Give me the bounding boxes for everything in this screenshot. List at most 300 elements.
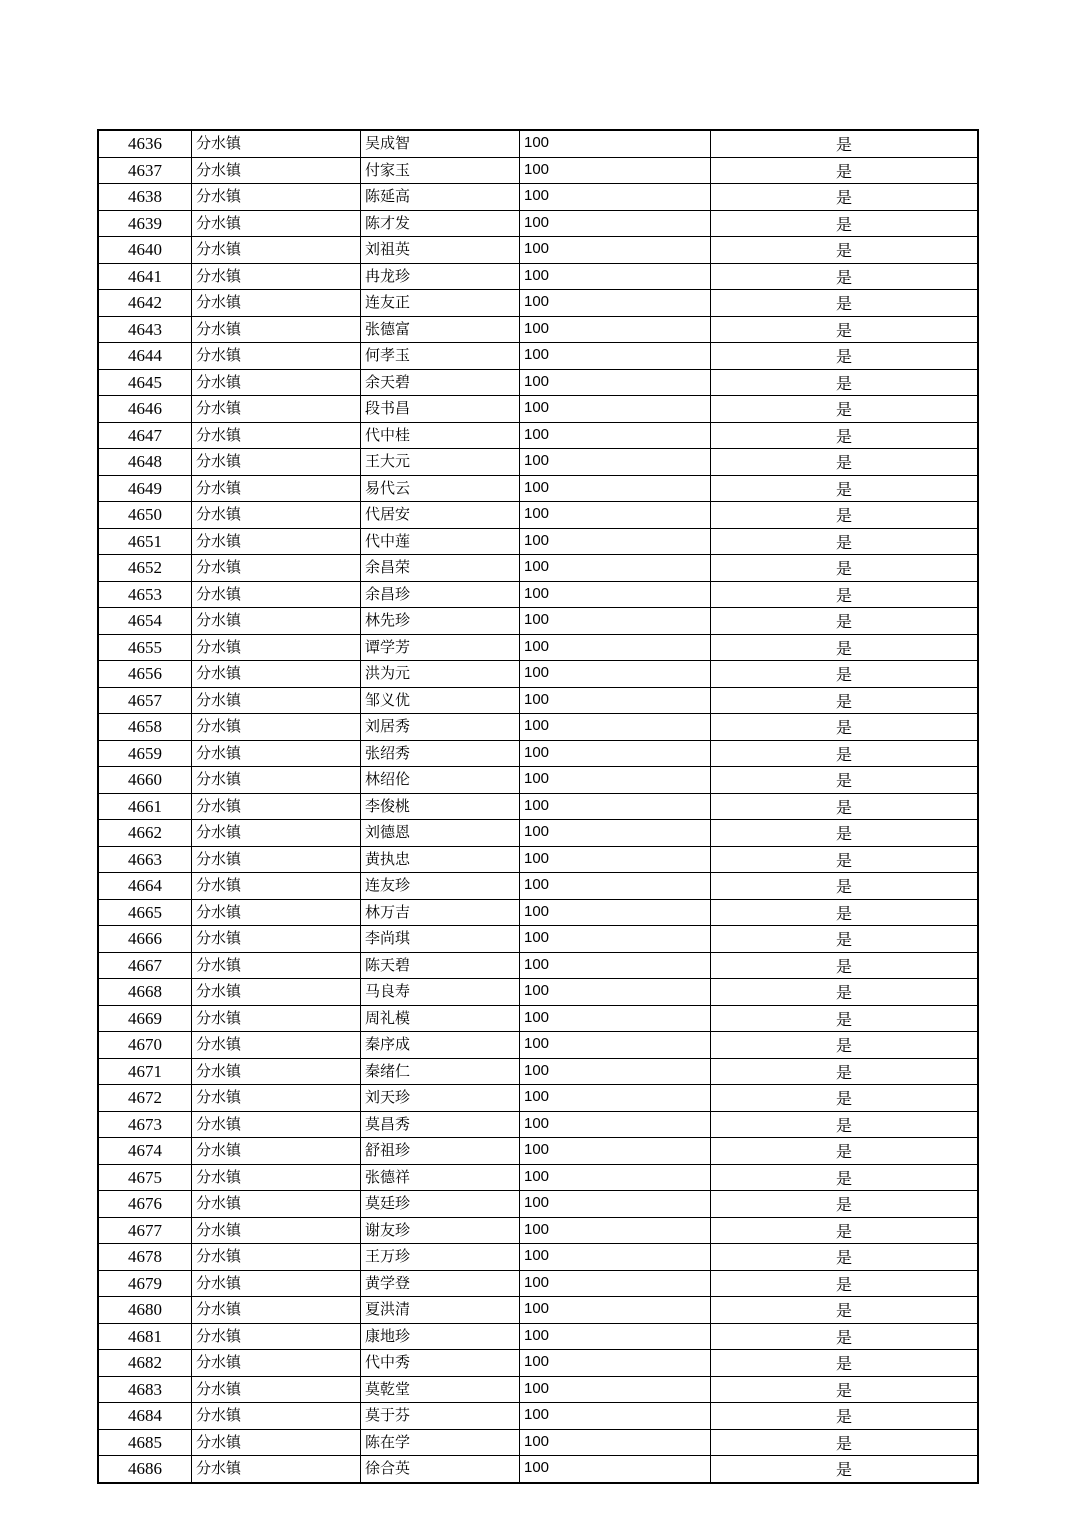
table-row <box>98 1058 978 1085</box>
row-flag-cell: 是 <box>711 1350 979 1377</box>
row-flag-cell: 是 <box>711 1297 979 1324</box>
row-amount-cell: 100 <box>520 1085 711 1112</box>
row-flag-cell: 是 <box>711 687 979 714</box>
row-flag-cell: 是 <box>711 979 979 1006</box>
row-flag-cell: 是 <box>711 396 979 423</box>
table-row <box>98 1032 978 1059</box>
row-amount-cell: 100 <box>520 820 711 847</box>
row-town-cell: 分水镇 <box>192 1058 361 1085</box>
row-flag-cell: 是 <box>711 1085 979 1112</box>
row-name-cell: 代居安 <box>361 502 520 529</box>
row-amount-cell: 100 <box>520 1297 711 1324</box>
row-town-cell: 分水镇 <box>192 873 361 900</box>
row-town-cell: 分水镇 <box>192 740 361 767</box>
row-flag-cell: 是 <box>711 130 979 157</box>
row-town-cell: 分水镇 <box>192 634 361 661</box>
table-row <box>98 1085 978 1112</box>
row-name-cell: 黄执忠 <box>361 846 520 873</box>
row-flag-cell: 是 <box>711 714 979 741</box>
row-flag-cell: 是 <box>711 1191 979 1218</box>
row-town-cell: 分水镇 <box>192 396 361 423</box>
table-row <box>98 687 978 714</box>
row-flag-cell: 是 <box>711 1032 979 1059</box>
table-row <box>98 290 978 317</box>
row-name-cell: 余昌珍 <box>361 581 520 608</box>
row-flag-cell: 是 <box>711 210 979 237</box>
row-amount-cell: 100 <box>520 396 711 423</box>
row-flag-cell: 是 <box>711 820 979 847</box>
row-town-cell: 分水镇 <box>192 926 361 953</box>
row-flag-cell: 是 <box>711 1456 979 1483</box>
row-amount-cell: 100 <box>520 687 711 714</box>
table-row <box>98 263 978 290</box>
row-name-cell: 连友珍 <box>361 873 520 900</box>
row-flag-cell: 是 <box>711 502 979 529</box>
row-amount-cell: 100 <box>520 1403 711 1430</box>
row-name-cell: 莫于芬 <box>361 1403 520 1430</box>
row-name-cell: 秦序成 <box>361 1032 520 1059</box>
row-flag-cell: 是 <box>711 1270 979 1297</box>
table-row <box>98 1191 978 1218</box>
row-name-cell: 吴成智 <box>361 130 520 157</box>
row-flag-cell: 是 <box>711 369 979 396</box>
row-town-cell: 分水镇 <box>192 449 361 476</box>
row-name-cell: 邹义优 <box>361 687 520 714</box>
row-town-cell: 分水镇 <box>192 263 361 290</box>
table-body <box>98 130 978 1483</box>
row-town-cell: 分水镇 <box>192 1297 361 1324</box>
row-id-cell: 4644 <box>98 343 192 370</box>
row-id-cell: 4642 <box>98 290 192 317</box>
row-flag-cell: 是 <box>711 184 979 211</box>
row-flag-cell: 是 <box>711 634 979 661</box>
row-amount-cell: 100 <box>520 1111 711 1138</box>
row-name-cell: 刘德恩 <box>361 820 520 847</box>
row-name-cell: 陈才发 <box>361 210 520 237</box>
row-flag-cell: 是 <box>711 846 979 873</box>
row-name-cell: 付家玉 <box>361 157 520 184</box>
row-town-cell: 分水镇 <box>192 237 361 264</box>
row-id-cell: 4669 <box>98 1005 192 1032</box>
row-amount-cell: 100 <box>520 290 711 317</box>
row-amount-cell: 100 <box>520 157 711 184</box>
row-town-cell: 分水镇 <box>192 661 361 688</box>
row-id-cell: 4666 <box>98 926 192 953</box>
row-flag-cell: 是 <box>711 740 979 767</box>
row-name-cell: 马良寿 <box>361 979 520 1006</box>
row-town-cell: 分水镇 <box>192 210 361 237</box>
row-town-cell: 分水镇 <box>192 1191 361 1218</box>
table-row <box>98 899 978 926</box>
row-id-cell: 4643 <box>98 316 192 343</box>
table-row <box>98 502 978 529</box>
row-id-cell: 4640 <box>98 237 192 264</box>
row-town-cell: 分水镇 <box>192 1350 361 1377</box>
row-name-cell: 王大元 <box>361 449 520 476</box>
row-flag-cell: 是 <box>711 1058 979 1085</box>
table-row <box>98 422 978 449</box>
row-amount-cell: 100 <box>520 1429 711 1456</box>
row-amount-cell: 100 <box>520 899 711 926</box>
row-name-cell: 秦绪仁 <box>361 1058 520 1085</box>
row-id-cell: 4646 <box>98 396 192 423</box>
row-amount-cell: 100 <box>520 528 711 555</box>
row-id-cell: 4661 <box>98 793 192 820</box>
row-name-cell: 冉龙珍 <box>361 263 520 290</box>
row-id-cell: 4641 <box>98 263 192 290</box>
table-row <box>98 846 978 873</box>
row-name-cell: 黄学登 <box>361 1270 520 1297</box>
table-row <box>98 1005 978 1032</box>
table-row <box>98 1111 978 1138</box>
row-amount-cell: 100 <box>520 343 711 370</box>
row-town-cell: 分水镇 <box>192 184 361 211</box>
row-town-cell: 分水镇 <box>192 952 361 979</box>
row-town-cell: 分水镇 <box>192 846 361 873</box>
row-id-cell: 4658 <box>98 714 192 741</box>
row-amount-cell: 100 <box>520 1032 711 1059</box>
table-row <box>98 740 978 767</box>
row-name-cell: 余天碧 <box>361 369 520 396</box>
row-flag-cell: 是 <box>711 237 979 264</box>
table-row <box>98 316 978 343</box>
row-flag-cell: 是 <box>711 1403 979 1430</box>
row-town-cell: 分水镇 <box>192 899 361 926</box>
table-row <box>98 1323 978 1350</box>
table-row <box>98 714 978 741</box>
row-id-cell: 4648 <box>98 449 192 476</box>
row-town-cell: 分水镇 <box>192 502 361 529</box>
row-flag-cell: 是 <box>711 1111 979 1138</box>
row-name-cell: 代中秀 <box>361 1350 520 1377</box>
row-name-cell: 莫廷珍 <box>361 1191 520 1218</box>
row-name-cell: 徐合英 <box>361 1456 520 1483</box>
row-id-cell: 4673 <box>98 1111 192 1138</box>
row-id-cell: 4647 <box>98 422 192 449</box>
row-flag-cell: 是 <box>711 1138 979 1165</box>
row-flag-cell: 是 <box>711 793 979 820</box>
table-row <box>98 581 978 608</box>
table-row <box>98 1429 978 1456</box>
row-name-cell: 周礼模 <box>361 1005 520 1032</box>
table-row <box>98 873 978 900</box>
row-amount-cell: 100 <box>520 740 711 767</box>
row-name-cell: 谭学芳 <box>361 634 520 661</box>
row-town-cell: 分水镇 <box>192 714 361 741</box>
row-id-cell: 4667 <box>98 952 192 979</box>
row-id-cell: 4668 <box>98 979 192 1006</box>
row-amount-cell: 100 <box>520 184 711 211</box>
row-name-cell: 洪为元 <box>361 661 520 688</box>
table-row <box>98 1403 978 1430</box>
row-amount-cell: 100 <box>520 237 711 264</box>
row-flag-cell: 是 <box>711 661 979 688</box>
row-amount-cell: 100 <box>520 661 711 688</box>
row-town-cell: 分水镇 <box>192 1032 361 1059</box>
row-flag-cell: 是 <box>711 290 979 317</box>
row-flag-cell: 是 <box>711 1244 979 1271</box>
row-town-cell: 分水镇 <box>192 1429 361 1456</box>
row-amount-cell: 100 <box>520 1138 711 1165</box>
row-id-cell: 4656 <box>98 661 192 688</box>
row-id-cell: 4671 <box>98 1058 192 1085</box>
row-amount-cell: 100 <box>520 846 711 873</box>
row-id-cell: 4686 <box>98 1456 192 1483</box>
table-row <box>98 343 978 370</box>
row-id-cell: 4652 <box>98 555 192 582</box>
row-amount-cell: 100 <box>520 422 711 449</box>
row-id-cell: 4636 <box>98 130 192 157</box>
row-name-cell: 刘祖英 <box>361 237 520 264</box>
row-id-cell: 4655 <box>98 634 192 661</box>
row-id-cell: 4664 <box>98 873 192 900</box>
table-row <box>98 130 978 157</box>
row-id-cell: 4670 <box>98 1032 192 1059</box>
row-flag-cell: 是 <box>711 263 979 290</box>
table-row <box>98 608 978 635</box>
row-id-cell: 4665 <box>98 899 192 926</box>
row-amount-cell: 100 <box>520 1376 711 1403</box>
row-amount-cell: 100 <box>520 263 711 290</box>
row-id-cell: 4639 <box>98 210 192 237</box>
row-name-cell: 陈在学 <box>361 1429 520 1456</box>
row-name-cell: 夏洪清 <box>361 1297 520 1324</box>
row-town-cell: 分水镇 <box>192 979 361 1006</box>
row-id-cell: 4649 <box>98 475 192 502</box>
row-amount-cell: 100 <box>520 1217 711 1244</box>
row-town-cell: 分水镇 <box>192 1323 361 1350</box>
row-amount-cell: 100 <box>520 1191 711 1218</box>
row-id-cell: 4681 <box>98 1323 192 1350</box>
table-row <box>98 1138 978 1165</box>
table-row <box>98 1217 978 1244</box>
row-town-cell: 分水镇 <box>192 1403 361 1430</box>
table-row <box>98 1164 978 1191</box>
row-id-cell: 4682 <box>98 1350 192 1377</box>
row-flag-cell: 是 <box>711 1429 979 1456</box>
row-amount-cell: 100 <box>520 979 711 1006</box>
row-name-cell: 莫乾堂 <box>361 1376 520 1403</box>
table-row <box>98 634 978 661</box>
row-name-cell: 张德富 <box>361 316 520 343</box>
row-amount-cell: 100 <box>520 714 711 741</box>
row-amount-cell: 100 <box>520 608 711 635</box>
row-name-cell: 易代云 <box>361 475 520 502</box>
row-amount-cell: 100 <box>520 1323 711 1350</box>
row-town-cell: 分水镇 <box>192 1376 361 1403</box>
row-id-cell: 4657 <box>98 687 192 714</box>
row-flag-cell: 是 <box>711 1376 979 1403</box>
row-amount-cell: 100 <box>520 316 711 343</box>
row-flag-cell: 是 <box>711 555 979 582</box>
table-row <box>98 926 978 953</box>
row-name-cell: 刘居秀 <box>361 714 520 741</box>
row-flag-cell: 是 <box>711 581 979 608</box>
row-name-cell: 连友正 <box>361 290 520 317</box>
row-id-cell: 4663 <box>98 846 192 873</box>
row-id-cell: 4651 <box>98 528 192 555</box>
row-amount-cell: 100 <box>520 555 711 582</box>
row-amount-cell: 100 <box>520 1244 711 1271</box>
row-town-cell: 分水镇 <box>192 793 361 820</box>
row-flag-cell: 是 <box>711 157 979 184</box>
row-amount-cell: 100 <box>520 767 711 794</box>
table-row <box>98 979 978 1006</box>
row-amount-cell: 100 <box>520 1005 711 1032</box>
row-id-cell: 4683 <box>98 1376 192 1403</box>
row-town-cell: 分水镇 <box>192 1111 361 1138</box>
row-name-cell: 刘天珍 <box>361 1085 520 1112</box>
row-amount-cell: 100 <box>520 449 711 476</box>
row-id-cell: 4654 <box>98 608 192 635</box>
row-flag-cell: 是 <box>711 528 979 555</box>
row-id-cell: 4679 <box>98 1270 192 1297</box>
row-town-cell: 分水镇 <box>192 1005 361 1032</box>
row-town-cell: 分水镇 <box>192 290 361 317</box>
row-id-cell: 4685 <box>98 1429 192 1456</box>
row-id-cell: 4674 <box>98 1138 192 1165</box>
row-id-cell: 4675 <box>98 1164 192 1191</box>
table-row <box>98 184 978 211</box>
row-flag-cell: 是 <box>711 422 979 449</box>
row-id-cell: 4678 <box>98 1244 192 1271</box>
table-row <box>98 1376 978 1403</box>
row-name-cell: 张德祥 <box>361 1164 520 1191</box>
row-town-cell: 分水镇 <box>192 1138 361 1165</box>
row-flag-cell: 是 <box>711 767 979 794</box>
row-amount-cell: 100 <box>520 581 711 608</box>
row-name-cell: 谢友珍 <box>361 1217 520 1244</box>
row-flag-cell: 是 <box>711 343 979 370</box>
row-town-cell: 分水镇 <box>192 1456 361 1483</box>
row-amount-cell: 100 <box>520 369 711 396</box>
row-amount-cell: 100 <box>520 210 711 237</box>
row-flag-cell: 是 <box>711 1323 979 1350</box>
row-amount-cell: 100 <box>520 1164 711 1191</box>
table-row <box>98 210 978 237</box>
row-flag-cell: 是 <box>711 1217 979 1244</box>
table-row <box>98 157 978 184</box>
table-row <box>98 767 978 794</box>
table-row <box>98 1270 978 1297</box>
row-name-cell: 代中莲 <box>361 528 520 555</box>
row-town-cell: 分水镇 <box>192 528 361 555</box>
row-name-cell: 王万珍 <box>361 1244 520 1271</box>
row-town-cell: 分水镇 <box>192 369 361 396</box>
row-name-cell: 余昌荣 <box>361 555 520 582</box>
row-id-cell: 4645 <box>98 369 192 396</box>
row-id-cell: 4638 <box>98 184 192 211</box>
row-amount-cell: 100 <box>520 634 711 661</box>
row-id-cell: 4659 <box>98 740 192 767</box>
row-name-cell: 陈延高 <box>361 184 520 211</box>
row-town-cell: 分水镇 <box>192 1217 361 1244</box>
row-id-cell: 4676 <box>98 1191 192 1218</box>
row-id-cell: 4680 <box>98 1297 192 1324</box>
table-row <box>98 449 978 476</box>
row-name-cell: 舒祖珍 <box>361 1138 520 1165</box>
row-town-cell: 分水镇 <box>192 157 361 184</box>
row-flag-cell: 是 <box>711 926 979 953</box>
row-amount-cell: 100 <box>520 1456 711 1483</box>
row-id-cell: 4637 <box>98 157 192 184</box>
row-amount-cell: 100 <box>520 1058 711 1085</box>
row-town-cell: 分水镇 <box>192 581 361 608</box>
row-id-cell: 4653 <box>98 581 192 608</box>
row-flag-cell: 是 <box>711 899 979 926</box>
row-amount-cell: 100 <box>520 926 711 953</box>
row-name-cell: 林绍伦 <box>361 767 520 794</box>
data-table <box>97 129 979 1484</box>
row-town-cell: 分水镇 <box>192 1164 361 1191</box>
row-amount-cell: 100 <box>520 1350 711 1377</box>
row-name-cell: 李俊桃 <box>361 793 520 820</box>
table-row <box>98 661 978 688</box>
row-town-cell: 分水镇 <box>192 316 361 343</box>
row-id-cell: 4662 <box>98 820 192 847</box>
row-id-cell: 4660 <box>98 767 192 794</box>
row-id-cell: 4650 <box>98 502 192 529</box>
row-amount-cell: 100 <box>520 793 711 820</box>
row-flag-cell: 是 <box>711 475 979 502</box>
row-town-cell: 分水镇 <box>192 820 361 847</box>
row-name-cell: 段书昌 <box>361 396 520 423</box>
row-name-cell: 莫昌秀 <box>361 1111 520 1138</box>
row-name-cell: 李尚琪 <box>361 926 520 953</box>
row-name-cell: 张绍秀 <box>361 740 520 767</box>
row-town-cell: 分水镇 <box>192 687 361 714</box>
row-flag-cell: 是 <box>711 873 979 900</box>
row-amount-cell: 100 <box>520 952 711 979</box>
row-flag-cell: 是 <box>711 316 979 343</box>
row-amount-cell: 100 <box>520 873 711 900</box>
row-name-cell: 林万吉 <box>361 899 520 926</box>
row-town-cell: 分水镇 <box>192 1085 361 1112</box>
row-flag-cell: 是 <box>711 1164 979 1191</box>
table-row <box>98 1244 978 1271</box>
table-row <box>98 237 978 264</box>
row-town-cell: 分水镇 <box>192 767 361 794</box>
row-id-cell: 4672 <box>98 1085 192 1112</box>
row-amount-cell: 100 <box>520 1270 711 1297</box>
row-amount-cell: 100 <box>520 475 711 502</box>
table-row <box>98 475 978 502</box>
row-flag-cell: 是 <box>711 608 979 635</box>
row-flag-cell: 是 <box>711 952 979 979</box>
row-town-cell: 分水镇 <box>192 343 361 370</box>
row-flag-cell: 是 <box>711 1005 979 1032</box>
row-amount-cell: 100 <box>520 130 711 157</box>
row-name-cell: 何孝玉 <box>361 343 520 370</box>
table-row <box>98 528 978 555</box>
row-flag-cell: 是 <box>711 449 979 476</box>
row-name-cell: 陈天碧 <box>361 952 520 979</box>
row-town-cell: 分水镇 <box>192 130 361 157</box>
table-row <box>98 396 978 423</box>
row-id-cell: 4684 <box>98 1403 192 1430</box>
row-town-cell: 分水镇 <box>192 422 361 449</box>
table-row <box>98 555 978 582</box>
row-town-cell: 分水镇 <box>192 555 361 582</box>
row-name-cell: 代中桂 <box>361 422 520 449</box>
row-id-cell: 4677 <box>98 1217 192 1244</box>
row-town-cell: 分水镇 <box>192 1244 361 1271</box>
row-town-cell: 分水镇 <box>192 475 361 502</box>
table-row <box>98 793 978 820</box>
table-row <box>98 1456 978 1483</box>
table-row <box>98 1350 978 1377</box>
table-row <box>98 820 978 847</box>
